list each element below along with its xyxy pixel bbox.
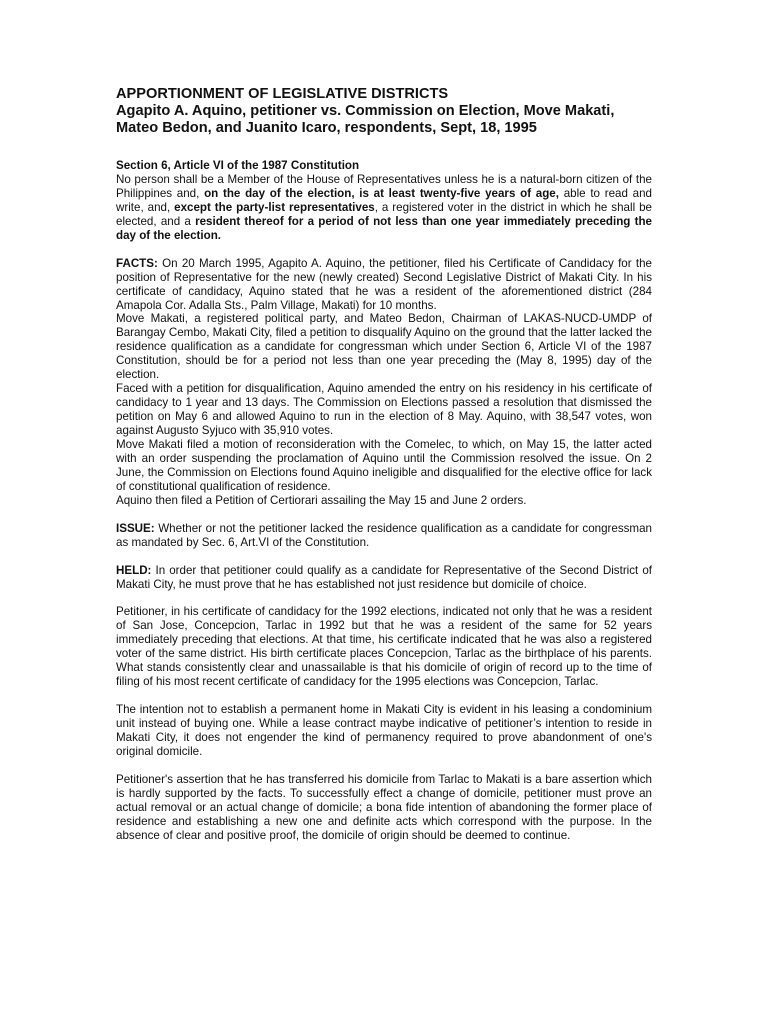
body-paragraph: The intention not to establish a permanent home in Makati City is evident in his leasing a condominium unit instead of buying one. While a lease contract maybe indicative of petitioner’s intention to reside in Makati City, it does not engender the kind of permanency required to prove abandonment of one's original domicile. [116, 703, 652, 758]
facts-paragraph-3: Faced with a petition for disqualification, Aquino amended the entry on his residency in his certificate of candidacy to 1 year and 13 days. The Commission on Elections passed a resolution that dismissed the petition on May 6 and allowed Aquino to run in the election of 8 May. Aquino, with 38,547 votes, won against Augusto Syjuco with 35,910 votes. [116, 382, 652, 438]
issue-label: ISSUE: [116, 521, 155, 535]
facts-paragraph-1: FACTS: On 20 March 1995, Agapito A. Aquino, the petitioner, filed his Certificate of Candidacy for the position of Representative for the new (newly created) Second Legislative District of Makati City. In his certificate of candidacy, Aquino stated that he was a resident of the aforementioned district (284 Amapola Cor. Adalla Sts., Palm Village, Makati) for 10 months. [116, 256, 652, 312]
facts-paragraph-4: Move Makati filed a motion of reconsideration with the Comelec, to which, on May 15, the latter acted with an order suspending the proclamation of Aquino until the Commission resolved the issue. On 2 June, the Commission on Elections found Aquino ineligible and disqualified for the elective office for lack of constitutional qualification of residence. [116, 438, 652, 493]
section-heading: Section 6, Article VI of the 1987 Constitution [116, 159, 360, 172]
body-paragraph: Petitioner, in his certificate of candidacy for the 1992 elections, indicated not only that he was a resident of San Jose, Concepcion, Tarlac in 1992 but that he was a resident of the same for 52 years immediately preceding that elections. At that time, his certificate indicated that he was also a registered voter of the same district. His birth certificate places Concepcion, Tarlac as the birthplace of his parents. What stands consistently clear and unassailable is that his domicile of origin of record up to the time of filing of his most recent certificate of candidacy for the 1995 elections was Concepcion, Tarlac. [116, 605, 652, 689]
facts-label: FACTS: [116, 256, 158, 270]
held-paragraph: HELD: In order that petitioner could qualify as a candidate for Representative of the Second District of Makati City, he must prove that he has established not just residence but domicile of choice. [116, 563, 652, 591]
document-page [116, 86, 652, 843]
section-text: No person shall be a Member of the House of Representatives unless he is a natural-born citizen of the Philippines and, on the day of the election, is at least twenty-five years of age, able to read and write, and, except the party-list representatives, a registered voter in the district in which he shall be elected, and a resident thereof for a period of not less than one year immediately preceding the day of the election. [116, 172, 652, 242]
document-title: APPORTIONMENT OF LEGISLATIVE DISTRICTS [116, 86, 449, 102]
facts-paragraph-2: Move Makati, a registered political party, and Mateo Bedon, Chairman of LAKAS-NUCD-UMDP of Barangay Cembo, Makati City, filed a petition to disqualify Aquino on the ground that the latter lacked the residence qualification as a candidate for congressman which under Section 6, Article VI of the 1987 Constitution, should be for a period not less than one year preceding the (May 8, 1995) day of the election. [116, 312, 652, 382]
body-paragraph: Petitioner's assertion that he has transferred his domicile from Tarlac to Makati is a bare assertion which is hardly supported by the facts. To successfully effect a change of domicile, petitioner must prove an actual removal or an actual change of domicile; a bona fide intention of abandoning the former place of residence and establishing a new one and definite acts which correspond with the purpose. In the absence of clear and positive proof, the domicile of origin should be deemed to continue. [116, 772, 652, 842]
facts-paragraph-5: Aquino then filed a Petition of Certiorari assailing the May 15 and June 2 orders. [116, 493, 527, 507]
held-label: HELD: [116, 563, 152, 577]
issue-paragraph: ISSUE: Whether or not the petitioner lacked the residence qualification as a candidate for congressman as mandated by Sec. 6, Art.VI of the Constitution. [116, 521, 652, 549]
case-title: Agapito A. Aquino, petitioner vs. Commission on Election, Move Makati, Mateo Bedon, and Juanito Icaro, respondents, Sept, 18, 1995 [116, 103, 615, 136]
